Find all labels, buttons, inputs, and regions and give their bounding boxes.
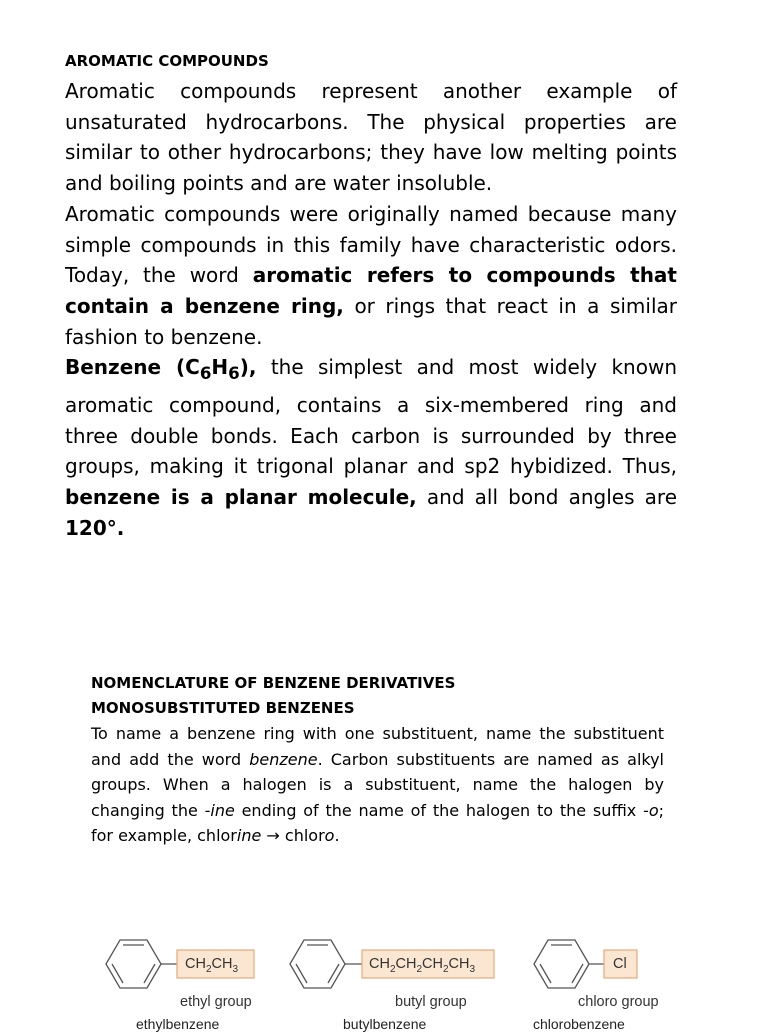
aromatic-p2-text-a: Aromatic compounds were originally named because many simple compounds in this family have characteristic odors. Today, the word (65, 201, 677, 288)
butyl-formula-s3: 2 (442, 963, 449, 975)
double-bond-line (540, 964, 551, 983)
nom-t1: To name a benzene ring with one substituent, name the substituent and add the word (91, 724, 664, 769)
aromatic-p3-text-b: and all bond angles are (416, 485, 677, 510)
butyl-formula-s1: 2 (389, 963, 396, 975)
aromatic-paragraph-1 (65, 76, 677, 199)
nomenclature-paragraph (91, 721, 664, 849)
butyl-formula (369, 956, 475, 975)
nomenclature-heading: NOMENCLATURE OF BENZENE DERIVATIVES (91, 674, 456, 692)
ethyl-formula-s2: 3 (232, 963, 239, 975)
ethyl-formula-a: CH (185, 956, 206, 972)
chloro-group-label: chloro group (578, 994, 659, 1010)
ethyl-group-label: ethyl group (180, 994, 252, 1010)
double-bond-line (144, 964, 155, 983)
aromatic-p2-bold: aromatic refers to compounds that contain a benzene ring, (65, 263, 677, 318)
ethyl-formula-s1: 2 (205, 963, 212, 975)
butyl-formula-d: CH (448, 956, 470, 972)
aromatic-paragraph-3 (65, 352, 677, 543)
monosubstituted-heading: MONOSUBSTITUTED BENZENES (91, 699, 355, 717)
compound-name-chlorobenzene: chlorobenzene (533, 1016, 625, 1032)
double-bond-line (296, 964, 307, 983)
double-bond-line (328, 964, 339, 983)
nom-t4: ; for example, chlor (91, 800, 664, 846)
benzene-formula-a: Benzene (C (65, 355, 200, 380)
compound-name-ethylbenzene: ethylbenzene (136, 1016, 220, 1032)
benzene-formula-b: H (211, 355, 229, 380)
nom-t5-italic: o (324, 826, 335, 846)
butyl-formula-a: CH (369, 956, 390, 972)
nom-t3: ending of the name of the halogen to the suffix (234, 800, 644, 820)
chloro-formula: Cl (613, 956, 627, 972)
benzene-derivatives-figure (0, 915, 768, 1024)
ethyl-formula-b: CH (211, 956, 233, 972)
aromatic-p3-text-a: the simplest and most widely known aromatic compound, contains a six-membered ring and three double bonds. Each carbon is surrounded by three groups, making it trigonal planar and sp2 hybidized. Thus, (65, 355, 677, 479)
butyl-group-label: butyl group (395, 994, 467, 1010)
butyl-formula-s4: 3 (469, 963, 476, 975)
nom-t5: → chlor (261, 826, 325, 846)
nomenclature-section (91, 671, 664, 849)
benzene-ring-icon (290, 940, 345, 988)
nom-t3-italic: -o (643, 800, 659, 820)
butyl-formula-c: CH (422, 956, 443, 972)
aromatic-heading: AROMATIC COMPOUNDS (65, 52, 269, 70)
benzene-ring-icon (106, 940, 161, 988)
nom-t2-italic: -ine (204, 800, 235, 820)
aromatic-p2-text-b: or rings that react in a similar fashion to benzene. (65, 293, 677, 349)
compound-name-butylbenzene: butylbenzene (343, 1016, 427, 1032)
planar-molecule-bold: benzene is a planar molecule, (65, 485, 417, 510)
benzene-formula-c: ), (239, 355, 257, 380)
double-bond-line (112, 964, 123, 983)
nom-t6: . (334, 826, 340, 846)
aromatic-p1-text: Aromatic compounds represent another example of unsaturated hydrocarbons. The physical properties are similar to other hydrocarbons; they have low melting points and boiling points and are water insoluble. (65, 79, 677, 196)
bond-angle-bold: 120°. (65, 515, 125, 540)
ethyl-formula (185, 956, 238, 975)
benzene-formula-sub-c: 6 (199, 364, 212, 384)
double-bond-line (572, 964, 583, 983)
nom-t1-italic: benzene (249, 749, 318, 769)
benzene-ring-icon (534, 940, 589, 988)
benzene-formula-sub-h: 6 (228, 364, 240, 384)
aromatic-section (65, 50, 677, 544)
butyl-formula-b: CH (395, 956, 417, 972)
butyl-formula-s2: 2 (416, 963, 423, 975)
aromatic-paragraph-2 (65, 199, 677, 353)
benzene-formula (65, 355, 257, 384)
nom-t4-italic: ine (236, 826, 262, 846)
nom-t2: . Carbon substituents are named as alkyl groups. When a halogen is a substituent, name the halogen by changing the (91, 749, 664, 820)
